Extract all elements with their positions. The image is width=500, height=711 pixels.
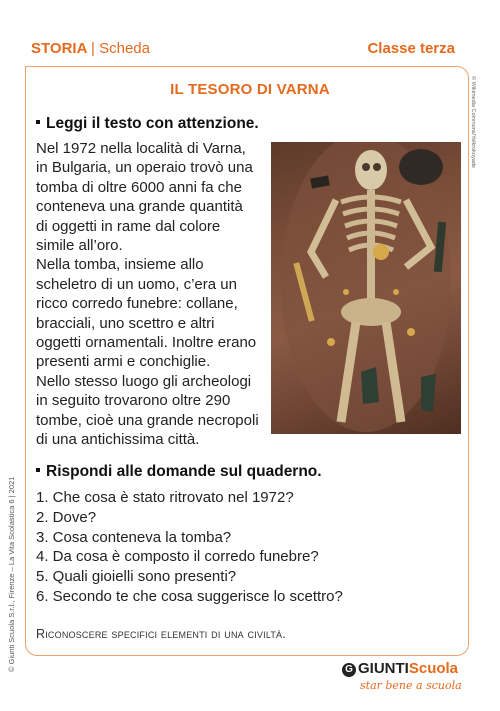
bullet-icon: [36, 468, 40, 472]
passage-line: conteneva una grande quantità: [36, 198, 243, 216]
passage-line: Nella tomba, insieme allo: [36, 256, 204, 274]
skeleton-illustration: [271, 142, 461, 434]
passage-line: di oggetti in rame dal colore: [36, 217, 221, 235]
learning-objective: Riconoscere specifici elementi di una civiltà.: [36, 627, 286, 641]
header: [31, 40, 455, 62]
photo-credit: © Wikimedia Commons/Yelkrokoyade: [470, 76, 476, 168]
header-separator: |: [91, 40, 95, 57]
passage-line: Nello stesso luogo gli archeologi: [36, 372, 252, 390]
passage-line: in seguito trovarono oltre 290: [36, 392, 231, 410]
passage-line: ricco corredo funebre: collane,: [36, 295, 238, 313]
passage-line: bracciali, uno scettro e altri: [36, 314, 215, 332]
question-item: 1. Che cosa è stato ritrovato nel 1972?: [36, 489, 294, 506]
question-item: 2. Dove?: [36, 508, 97, 526]
passage-line: tomba di oltre 6000 anni fa che: [36, 178, 242, 196]
question-item: 6. Secondo te che cosa suggerisce lo scettro?: [36, 587, 343, 605]
passage-line: di una antichissima città.: [36, 431, 200, 449]
g-logo-icon: G: [342, 663, 356, 677]
question-item: 5. Quali gioielli sono presenti?: [36, 568, 237, 586]
varna-tomb-photo: [271, 142, 461, 434]
bullet-icon: [36, 120, 40, 124]
reading-passage: [36, 139, 271, 450]
sheet-type: Scheda: [99, 40, 150, 57]
answer-instruction-text: Rispondi alle domande sul quaderno.: [46, 463, 322, 480]
logo-brand: [342, 660, 458, 677]
answer-instruction: [36, 463, 322, 481]
question-item: 3. Cosa conteneva la tomba?: [36, 528, 232, 546]
passage-line: in Bulgaria, un operaio trovò una: [36, 159, 253, 177]
subject-name: STORIA: [31, 40, 87, 57]
passage-line: presenti armi e conchiglie.: [36, 353, 211, 371]
logo-brand-accent: Scuola: [408, 660, 459, 677]
question-item: 4. Da cosa è composto il corredo funebre?: [36, 548, 319, 566]
passage-line: scheletro di un uomo, c’era un: [36, 275, 237, 293]
logo-brand-main: GIUNTI: [358, 660, 409, 677]
giunti-scuola-logo: [342, 660, 462, 696]
read-instruction: [36, 115, 259, 133]
subject-label: [31, 40, 150, 57]
page-title: IL TESORO DI VARNA: [170, 81, 330, 98]
passage-line: simile all’oro.: [36, 237, 123, 255]
passage-line: tombe, cioè una grande necropoli: [36, 411, 259, 429]
logo-tagline: star bene a scuola: [360, 679, 462, 692]
passage-line: oggetti ornamentali. Inoltre erano: [36, 334, 257, 352]
read-instruction-text: Leggi il testo con attenzione.: [46, 115, 259, 132]
grade-label: Classe terza: [367, 40, 455, 57]
copyright-credit: © Giunti Scuola S.r.l., Firenze – La Vita Scolastica 6 | 2021: [7, 476, 16, 672]
question-list: [36, 488, 343, 607]
passage-line: Nel 1972 nella località di Varna,: [36, 140, 246, 157]
